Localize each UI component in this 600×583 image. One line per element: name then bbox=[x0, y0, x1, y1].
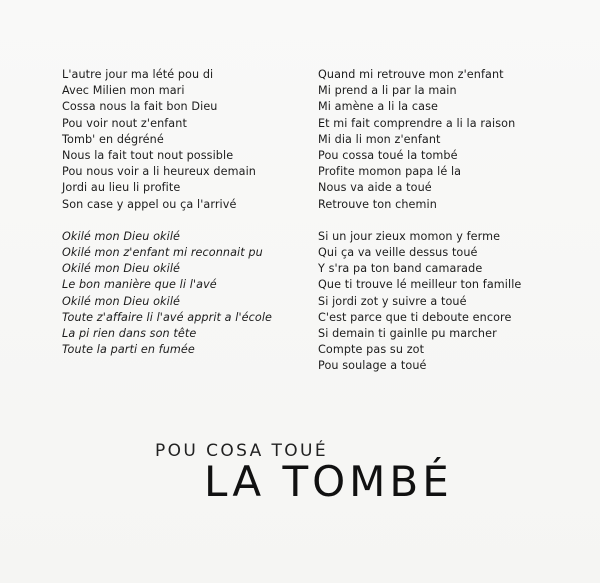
chorus-line: Toute la parti en fumée bbox=[62, 343, 195, 357]
chorus-line: Okilé mon Dieu okilé bbox=[62, 294, 181, 308]
lyric-line: Nous la fait tout nout possible bbox=[62, 149, 234, 163]
lyric-line: Y s'ra pa ton band camarade bbox=[318, 262, 483, 276]
lyric-line: Et mi fait comprendre a li la raison bbox=[318, 116, 516, 130]
lyric-line: Si jordi zot y suivre a toué bbox=[318, 294, 467, 308]
lyric-line: Mi prend a li par la main bbox=[318, 84, 457, 98]
lyric-line: Si demain ti gainlle pu marcher bbox=[318, 327, 497, 341]
left-lyrics-column bbox=[62, 67, 272, 358]
lyric-line: Pou soulage a toué bbox=[318, 359, 427, 373]
chorus-line: La pi rien dans son tête bbox=[62, 327, 197, 341]
lyric-line: Avec Milien mon mari bbox=[62, 84, 185, 98]
song-title-main: LA TOMBÉ bbox=[204, 457, 453, 506]
verse-2 bbox=[318, 67, 521, 213]
chorus-line: Okilé mon Dieu okilé bbox=[62, 229, 181, 243]
lyric-line: Profite momon papa lé la bbox=[318, 165, 462, 179]
lyric-line: Retrouve ton chemin bbox=[318, 197, 437, 211]
lyric-line: Tomb' en dégréné bbox=[62, 132, 164, 146]
verse-1 bbox=[62, 67, 272, 213]
lyric-line: L'autre jour ma lété pou di bbox=[62, 68, 214, 81]
lyric-line: Compte pas su zot bbox=[318, 343, 425, 357]
lyric-line: Qui ça va veille dessus toué bbox=[318, 246, 478, 260]
lyric-line: Mi amène a li la case bbox=[318, 100, 439, 114]
lyric-line: Pou voir nout z'enfant bbox=[62, 116, 187, 130]
chorus-line: Le bon manière que li l'avé bbox=[62, 278, 217, 292]
right-lyrics-column bbox=[318, 67, 521, 375]
lyric-line: Si un jour zieux momon y ferme bbox=[318, 229, 501, 243]
chorus-line: Okilé mon Dieu okilé bbox=[62, 262, 181, 276]
lyric-line: Mi dia li mon z'enfant bbox=[318, 132, 441, 146]
lyric-line: Quand mi retrouve mon z'enfant bbox=[318, 68, 504, 81]
verse-3 bbox=[318, 229, 521, 375]
lyric-line: C'est parce que ti deboute encore bbox=[318, 310, 512, 324]
chorus-line: Okilé mon z'enfant mi reconnait pu bbox=[62, 246, 263, 260]
lyric-line: Pou nous voir a li heureux demain bbox=[62, 165, 256, 179]
lyric-line: Jordi au lieu li profite bbox=[62, 181, 181, 195]
chorus-line: Toute z'affaire li l'avé apprit a l'école bbox=[62, 310, 273, 324]
chorus bbox=[62, 229, 272, 359]
song-title-prefix: POU COSA TOUÉ bbox=[155, 441, 329, 461]
lyric-line: Son case y appel ou ça l'arrivé bbox=[62, 197, 237, 211]
lyric-line: Pou cossa toué la tombé bbox=[318, 149, 458, 163]
lyric-line: Que ti trouve lé meilleur ton famille bbox=[318, 278, 522, 292]
lyric-line: Nous va aide a toué bbox=[318, 181, 432, 195]
lyric-line: Cossa nous la fait bon Dieu bbox=[62, 100, 218, 114]
